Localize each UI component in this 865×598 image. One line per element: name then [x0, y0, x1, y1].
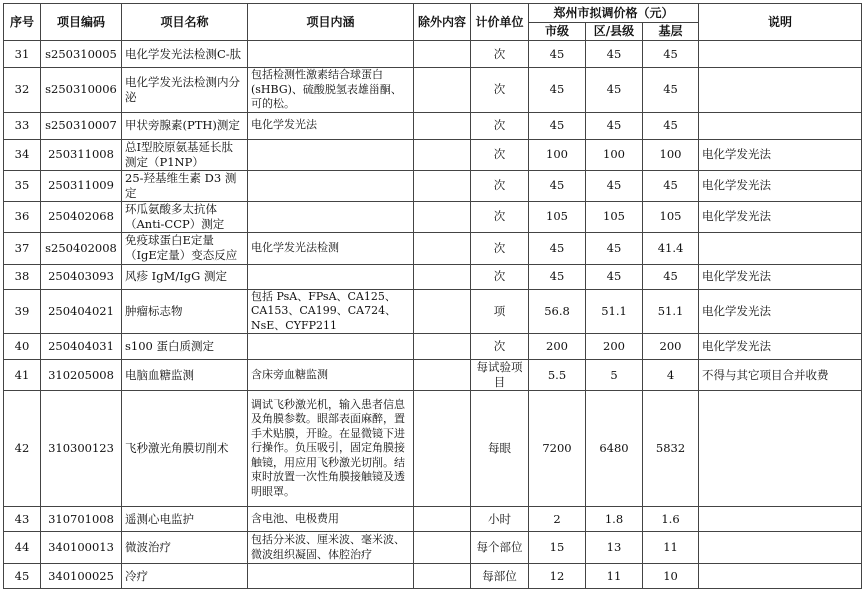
row-excluded: [414, 201, 471, 232]
row-price-district: 45: [586, 68, 643, 113]
row-price-base: 1.6: [643, 507, 699, 532]
row-price-district: 11: [586, 564, 643, 589]
row-code: s250310006: [41, 68, 122, 113]
row-price-district: 45: [586, 170, 643, 201]
row-excluded: [414, 532, 471, 564]
row-note: 电化学发光法: [699, 170, 862, 201]
header-unit: 计价单位: [471, 4, 529, 41]
row-note: 电化学发光法: [699, 289, 862, 334]
row-name: s100 蛋白质测定: [122, 334, 248, 360]
row-name: 电脑血糖监测: [122, 360, 248, 391]
row-name: 电化学发光法检测内分泌: [122, 68, 248, 113]
row-price-district: 200: [586, 334, 643, 360]
row-seq: 39: [4, 289, 41, 334]
row-excluded: [414, 289, 471, 334]
table-row: [4, 507, 862, 532]
row-seq: 32: [4, 68, 41, 113]
table-row: [4, 139, 862, 170]
row-price-base: 5832: [643, 391, 699, 507]
row-content: [248, 170, 414, 201]
row-code: 250402068: [41, 201, 122, 232]
row-unit: 次: [471, 112, 529, 139]
header-content: 项目内涵: [248, 4, 414, 41]
row-excluded: [414, 139, 471, 170]
row-unit: 次: [471, 41, 529, 68]
row-content: [248, 139, 414, 170]
row-code: 250311008: [41, 139, 122, 170]
row-seq: 38: [4, 264, 41, 289]
header-code: 项目编码: [41, 4, 122, 41]
row-code: s250310007: [41, 112, 122, 139]
row-price-district: 1.8: [586, 507, 643, 532]
row-name: 甲状旁腺素(PTH)测定: [122, 112, 248, 139]
row-unit: 次: [471, 264, 529, 289]
row-excluded: [414, 334, 471, 360]
table-row: [4, 41, 862, 68]
row-price-base: 45: [643, 112, 699, 139]
row-seq: 44: [4, 532, 41, 564]
row-price-district: 100: [586, 139, 643, 170]
row-price-district: 45: [586, 112, 643, 139]
row-unit: 次: [471, 68, 529, 113]
row-price-base: 41.4: [643, 232, 699, 264]
row-price-city: 12: [529, 564, 586, 589]
row-price-city: 45: [529, 232, 586, 264]
row-price-base: 45: [643, 170, 699, 201]
row-content: 电化学发光法: [248, 112, 414, 139]
row-note: 电化学发光法: [699, 334, 862, 360]
row-price-base: 45: [643, 264, 699, 289]
row-excluded: [414, 41, 471, 68]
row-code: 310205008: [41, 360, 122, 391]
row-note: 电化学发光法: [699, 264, 862, 289]
row-content: [248, 41, 414, 68]
row-code: 340100025: [41, 564, 122, 589]
row-price-district: 13: [586, 532, 643, 564]
row-unit: 次: [471, 334, 529, 360]
row-seq: 42: [4, 391, 41, 507]
row-price-base: 45: [643, 68, 699, 113]
row-name: 冷疗: [122, 564, 248, 589]
row-price-city: 56.8: [529, 289, 586, 334]
table-row: [4, 564, 862, 589]
row-note: [699, 112, 862, 139]
row-note: [699, 391, 862, 507]
row-excluded: [414, 360, 471, 391]
row-content: 电化学发光法检测: [248, 232, 414, 264]
table-row: [4, 112, 862, 139]
row-seq: 33: [4, 112, 41, 139]
row-unit: 次: [471, 170, 529, 201]
row-price-base: 10: [643, 564, 699, 589]
row-seq: 37: [4, 232, 41, 264]
row-code: 250403093: [41, 264, 122, 289]
header-base: 基层: [643, 23, 699, 41]
row-price-base: 45: [643, 41, 699, 68]
table-row: [4, 170, 862, 201]
row-price-base: 100: [643, 139, 699, 170]
row-code: s250310005: [41, 41, 122, 68]
row-seq: 45: [4, 564, 41, 589]
header-seq: 序号: [4, 4, 41, 41]
row-content: 包括 PsA、FPsA、CA125、CA153、CA199、CA724、NsE、CYFP211: [248, 289, 414, 334]
row-excluded: [414, 264, 471, 289]
row-content: 含床旁血糖监测: [248, 360, 414, 391]
row-seq: 31: [4, 41, 41, 68]
row-excluded: [414, 564, 471, 589]
row-price-city: 45: [529, 41, 586, 68]
table-row: [4, 532, 862, 564]
table-row: [4, 68, 862, 113]
row-price-city: 45: [529, 68, 586, 113]
row-content: 包括分米波、厘米波、毫米波、微波组织凝固、体腔治疗: [248, 532, 414, 564]
row-price-base: 11: [643, 532, 699, 564]
row-note: [699, 564, 862, 589]
header-city: 市级: [529, 23, 586, 41]
row-unit: 次: [471, 232, 529, 264]
row-seq: 43: [4, 507, 41, 532]
row-note: [699, 41, 862, 68]
row-code: s250402008: [41, 232, 122, 264]
row-code: 340100013: [41, 532, 122, 564]
row-name: 肿瘤标志物: [122, 289, 248, 334]
row-price-district: 45: [586, 264, 643, 289]
row-unit: 每个部位: [471, 532, 529, 564]
row-unit: 每试验项目: [471, 360, 529, 391]
row-code: 310701008: [41, 507, 122, 532]
row-content: [248, 264, 414, 289]
row-excluded: [414, 232, 471, 264]
header-district: 区/县级: [586, 23, 643, 41]
row-name: 25-羟基维生素 D3 测定: [122, 170, 248, 201]
row-price-district: 5: [586, 360, 643, 391]
row-excluded: [414, 68, 471, 113]
price-table: [3, 3, 862, 589]
row-price-city: 100: [529, 139, 586, 170]
row-note: [699, 68, 862, 113]
row-name: 飞秒激光角膜切削术: [122, 391, 248, 507]
row-seq: 40: [4, 334, 41, 360]
row-unit: 每部位: [471, 564, 529, 589]
header-excluded: 除外内容: [414, 4, 471, 41]
row-name: 环瓜氨酸多太抗体（Anti-CCP）测定: [122, 201, 248, 232]
row-seq: 34: [4, 139, 41, 170]
row-unit: 次: [471, 201, 529, 232]
row-note: 电化学发光法: [699, 201, 862, 232]
row-price-base: 105: [643, 201, 699, 232]
row-name: 微波治疗: [122, 532, 248, 564]
row-note: [699, 532, 862, 564]
row-unit: 小时: [471, 507, 529, 532]
table-row: [4, 360, 862, 391]
row-excluded: [414, 507, 471, 532]
row-content: 含电池、电极费用: [248, 507, 414, 532]
row-price-city: 105: [529, 201, 586, 232]
table-row: [4, 201, 862, 232]
row-price-city: 15: [529, 532, 586, 564]
row-content: 包括检测性激素结合球蛋白(sHBG)、硫酸脱氢表雄甾酮、可的松。: [248, 68, 414, 113]
row-name: 风疹 IgM/IgG 测定: [122, 264, 248, 289]
table-row: [4, 232, 862, 264]
row-name: 总Ⅰ型胶原氨基延长肽测定（P1NP）: [122, 139, 248, 170]
row-price-district: 6480: [586, 391, 643, 507]
row-price-city: 45: [529, 264, 586, 289]
row-price-base: 200: [643, 334, 699, 360]
header-note: 说明: [699, 4, 862, 41]
table-body: [4, 41, 862, 589]
header-name: 项目名称: [122, 4, 248, 41]
table-row: [4, 289, 862, 334]
row-seq: 41: [4, 360, 41, 391]
row-name: 遥测心电监护: [122, 507, 248, 532]
row-excluded: [414, 170, 471, 201]
row-price-base: 4: [643, 360, 699, 391]
row-unit: 项: [471, 289, 529, 334]
row-code: 250404021: [41, 289, 122, 334]
row-price-district: 51.1: [586, 289, 643, 334]
row-price-city: 45: [529, 112, 586, 139]
row-note: [699, 507, 862, 532]
row-name: 免疫球蛋白E定量（IgE定量）变态反应: [122, 232, 248, 264]
row-code: 250404031: [41, 334, 122, 360]
row-price-city: 2: [529, 507, 586, 532]
row-excluded: [414, 391, 471, 507]
row-note: 不得与其它项目合并收费: [699, 360, 862, 391]
row-seq: 36: [4, 201, 41, 232]
row-note: [699, 232, 862, 264]
row-note: 电化学发光法: [699, 139, 862, 170]
row-price-city: 45: [529, 170, 586, 201]
row-seq: 35: [4, 170, 41, 201]
table-row: [4, 264, 862, 289]
row-price-base: 51.1: [643, 289, 699, 334]
row-content: 调试飞秒激光机，输入患者信息及角膜参数。眼部表面麻醉，置手术贴膜，开睑。在显微镜下进行操作。负压吸引，固定角膜接触镜，用应用飞秒激光切削。结束时放置一次性角膜接触镜及透明眼罩。: [248, 391, 414, 507]
row-content: [248, 201, 414, 232]
row-price-district: 105: [586, 201, 643, 232]
table-row: [4, 334, 862, 360]
row-code: 250311009: [41, 170, 122, 201]
row-price-city: 7200: [529, 391, 586, 507]
table-row: [4, 391, 862, 507]
header-price-group: 郑州市拟调价格（元）: [529, 4, 699, 23]
row-price-city: 5.5: [529, 360, 586, 391]
row-unit: 次: [471, 139, 529, 170]
row-price-district: 45: [586, 41, 643, 68]
row-name: 电化学发光法检测C-肽: [122, 41, 248, 68]
row-price-district: 45: [586, 232, 643, 264]
row-content: [248, 564, 414, 589]
row-content: [248, 334, 414, 360]
row-code: 310300123: [41, 391, 122, 507]
row-excluded: [414, 112, 471, 139]
row-price-city: 200: [529, 334, 586, 360]
row-unit: 每眼: [471, 391, 529, 507]
